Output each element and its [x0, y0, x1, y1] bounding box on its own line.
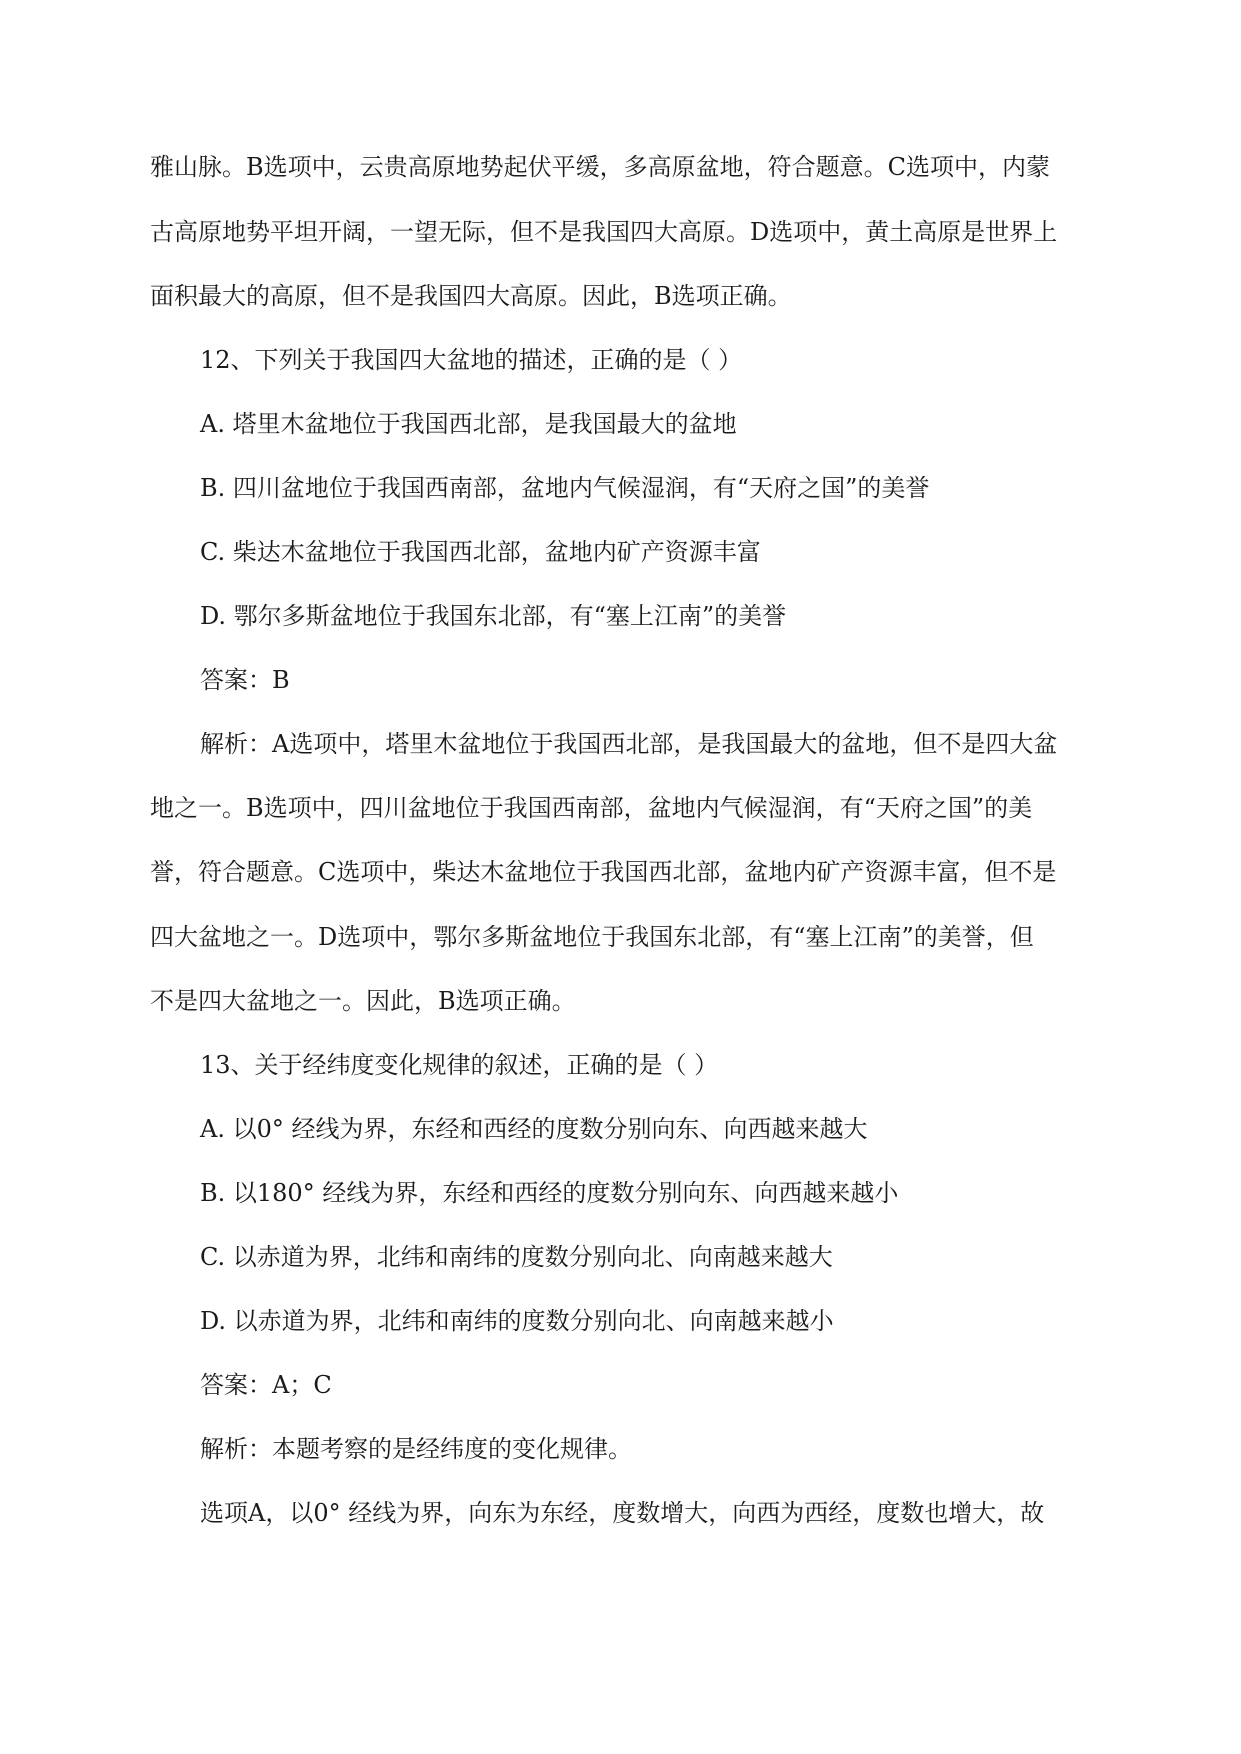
question-13-option-c: C. 以赤道为界，北纬和南纬的度数分别向北、向南越来越大	[200, 1243, 833, 1271]
question-12-stem: 12、下列关于我国四大盆地的描述，正确的是（ ）	[200, 346, 743, 374]
question-12-option-a: A. 塔里木盆地位于我国西北部，是我国最大的盆地	[200, 410, 737, 438]
question-12-answer: 答案：B	[200, 666, 290, 694]
question-12-option-c: C. 柴达木盆地位于我国西北部，盆地内矿产资源丰富	[200, 538, 761, 566]
question-12-option-d: D. 鄂尔多斯盆地位于我国东北部，有“塞上江南”的美誉	[200, 602, 787, 630]
question-13-answer: 答案：A；C	[200, 1371, 332, 1399]
question-13-option-a: A. 以0° 经线为界，东经和西经的度数分别向东、向西越来越大	[200, 1115, 868, 1143]
question-12-explanation: 解析：A选项中，塔里木盆地位于我国西北部，是我国最大的盆地，但不是四大盆	[200, 730, 1058, 758]
text-line: 不是四大盆地之一。因此，B选项正确。	[150, 987, 576, 1015]
text-line: 雅山脉。B选项中，云贵高原地势起伏平缓，多高原盆地，符合题意。C选项中，内蒙	[150, 153, 1050, 181]
text-line: 地之一。B选项中，四川盆地位于我国西南部，盆地内气候湿润，有“天府之国”的美	[150, 794, 1033, 822]
question-13-explanation: 解析：本题考察的是经纬度的变化规律。	[200, 1435, 632, 1463]
text-line: 古高原地势平坦开阔，一望无际，但不是我国四大高原。D选项中，黄土高原是世界上	[150, 218, 1058, 246]
question-13-option-b: B. 以180° 经线为界，东经和西经的度数分别向东、向西越来越小	[200, 1179, 899, 1207]
text-line: 四大盆地之一。D选项中，鄂尔多斯盆地位于我国东北部，有“塞上江南”的美誉，但	[150, 923, 1034, 951]
question-13-option-d: D. 以赤道为界，北纬和南纬的度数分别向北、向南越来越小	[200, 1307, 834, 1335]
question-12-option-b: B. 四川盆地位于我国西南部，盆地内气候湿润，有“天府之国”的美誉	[200, 474, 930, 502]
text-line: 面积最大的高原，但不是我国四大高原。因此，B选项正确。	[150, 282, 792, 310]
text-line: 选项A，以0° 经线为界，向东为东经，度数增大，向西为西经，度数也增大，故	[200, 1499, 1045, 1527]
question-13-stem: 13、关于经纬度变化规律的叙述，正确的是（ ）	[200, 1051, 719, 1079]
text-line: 誉，符合题意。C选项中，柴达木盆地位于我国西北部，盆地内矿产资源丰富，但不是	[150, 858, 1057, 886]
